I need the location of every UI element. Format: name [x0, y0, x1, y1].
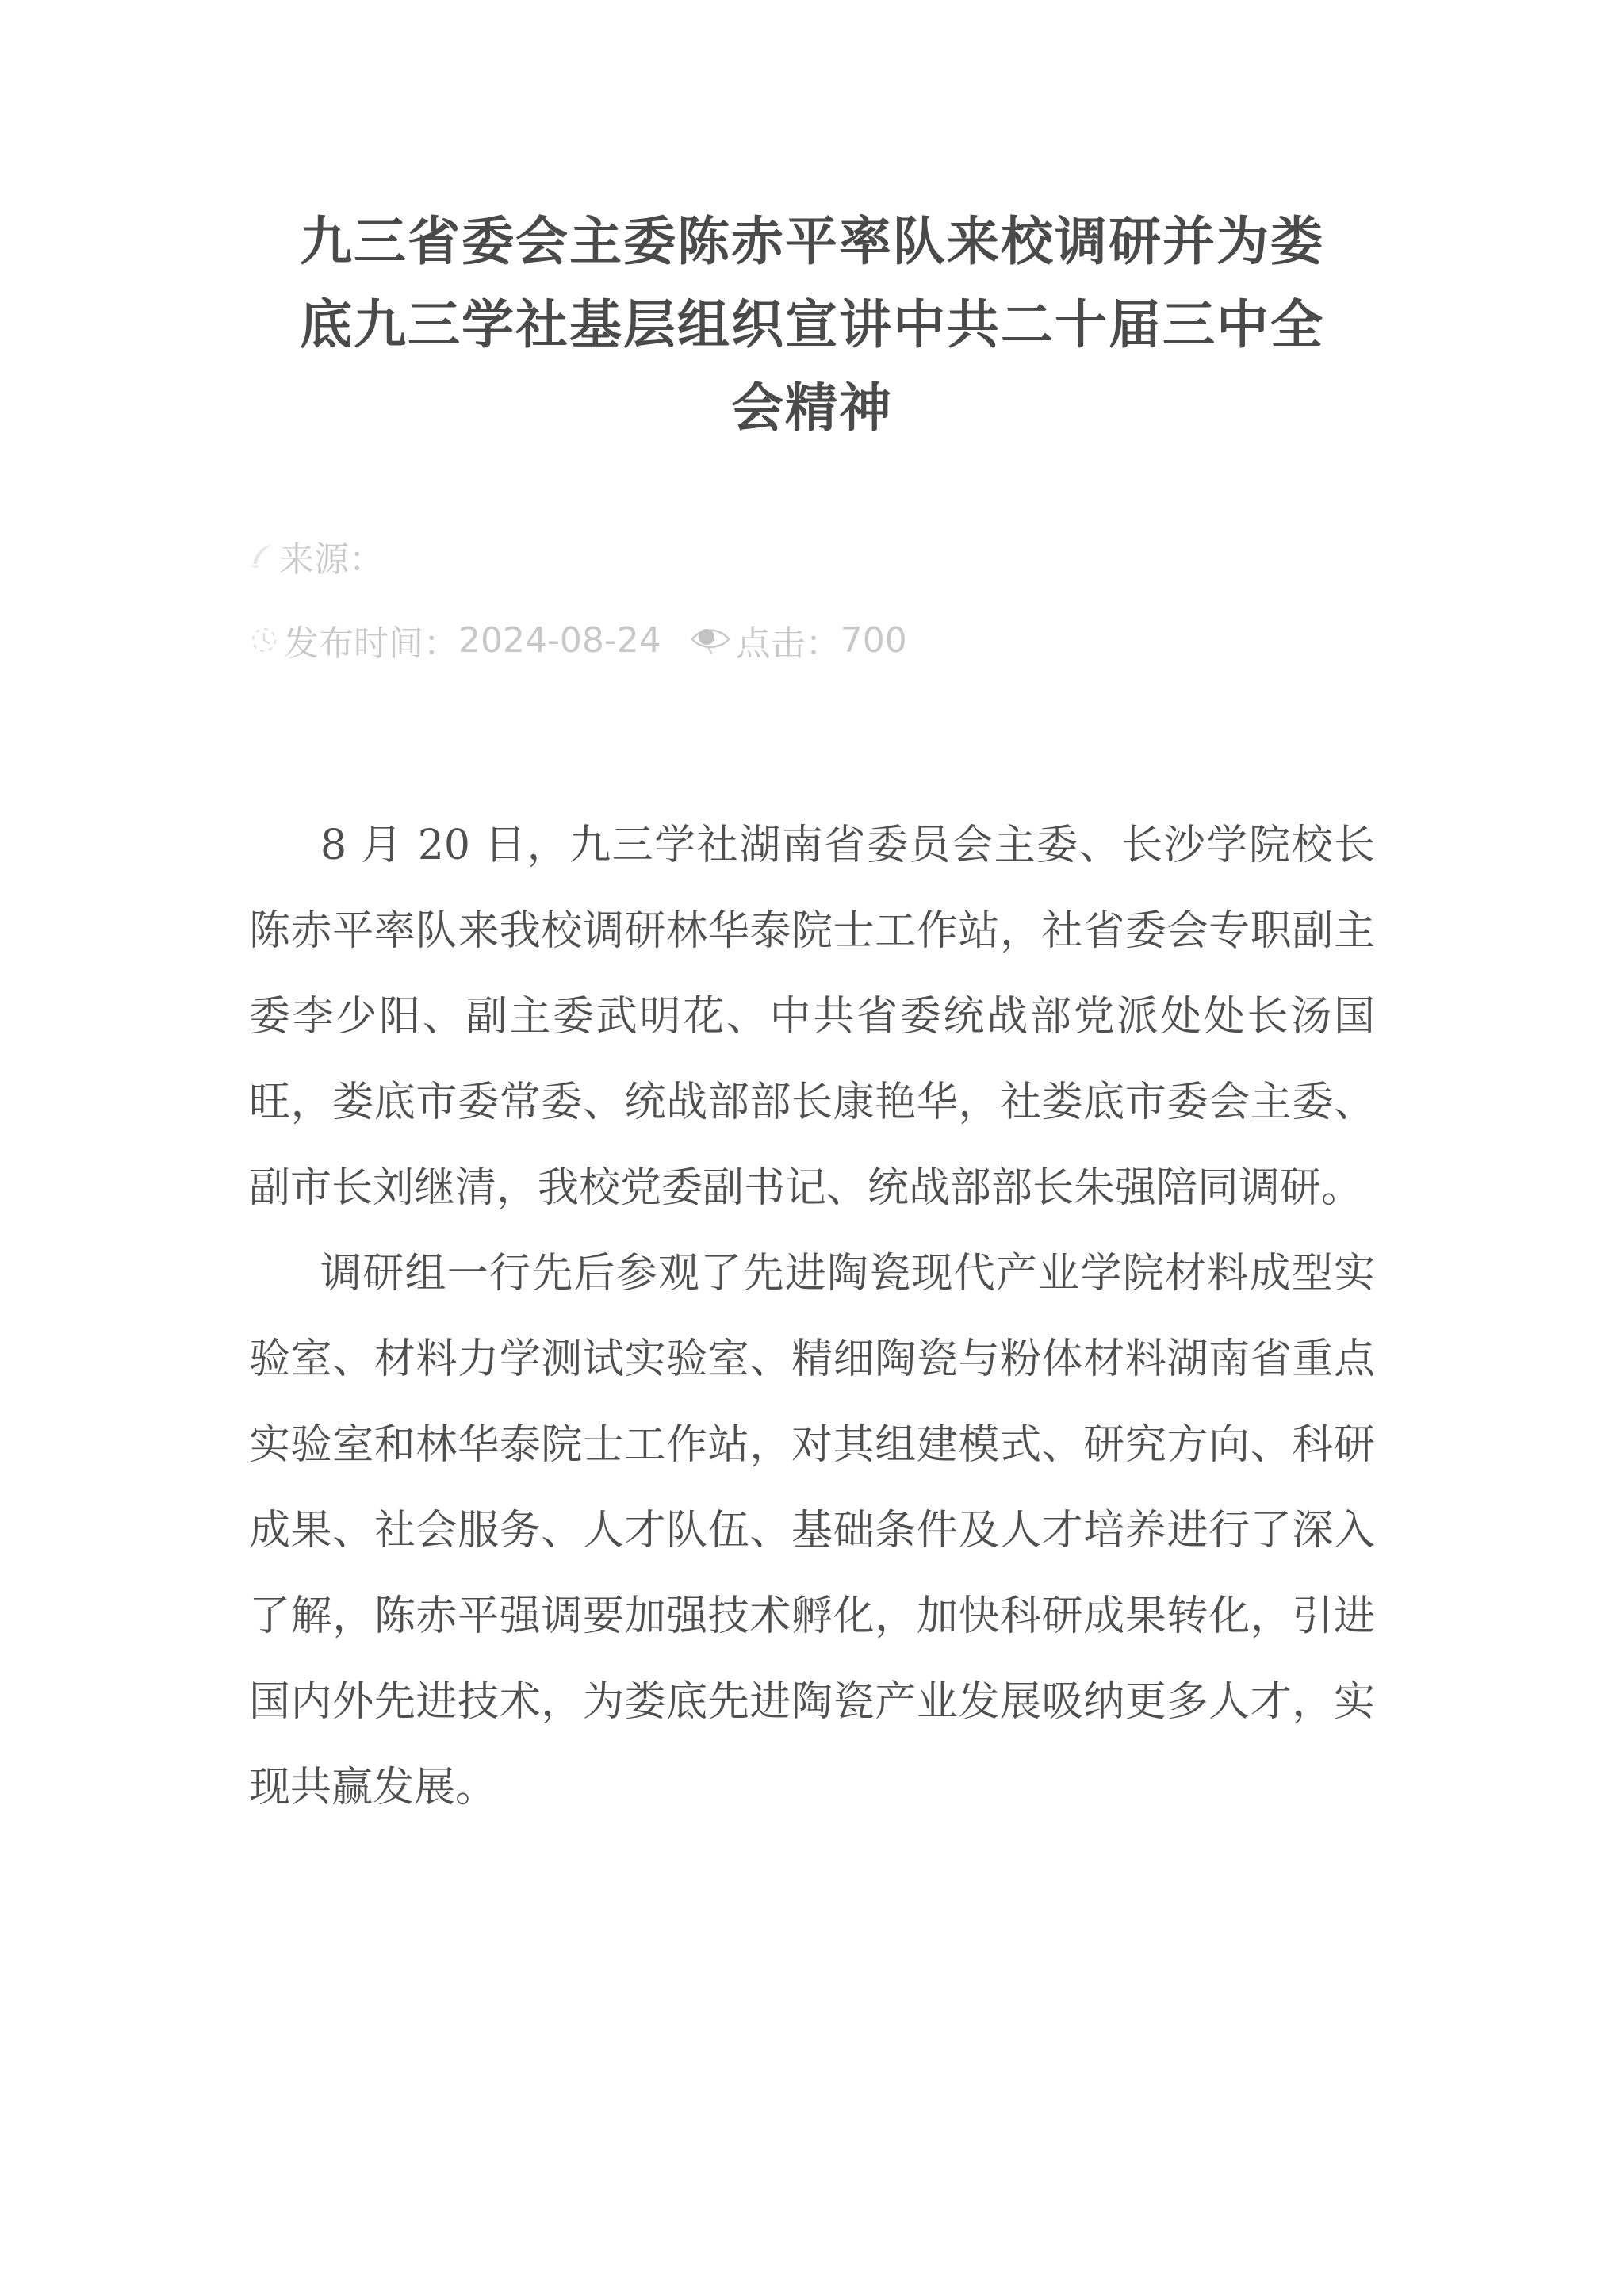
title-line-3: 会精神 — [731, 377, 893, 439]
meta-source-row — [249, 532, 1375, 580]
publish-time-value: 2024-08-24 — [458, 619, 661, 661]
eye-icon — [690, 624, 731, 656]
paragraph-2: 调研组一行先后参观了先进陶瓷现代产业学院材料成型实验室、材料力学测试实验室、精细陶瓷与粉体材料湖南省重点实验室和林华泰院士工作站，对其组建模式、研究方向、科研成果、社会服务、人才队伍、基础条件及人才培养进行了深入了解，陈赤平强调要加强技术孵化，加快科研成果转化，引进国内外先进技术，为娄底先进陶瓷产业发展吸纳更多人才，实现共赢发展。 — [249, 1250, 1375, 1811]
source-label: 来源： — [279, 539, 384, 580]
clicks-value: 700 — [840, 619, 907, 661]
article-meta — [249, 532, 1375, 664]
clock-icon — [249, 625, 279, 655]
pen-icon — [249, 542, 274, 569]
article-title — [249, 0, 1375, 450]
article-body — [249, 803, 1375, 1830]
meta-info-row — [249, 616, 1375, 664]
article-content — [249, 0, 1375, 1830]
publish-time-label: 发布时间： — [284, 623, 458, 664]
title-line-1: 九三省委会主委陈赤平率队来校调研并为娄 — [300, 210, 1324, 272]
paragraph-1: 8 月 20 日，九三学社湖南省委员会主委、长沙学院校长陈赤平率队来我校调研林华泰院士工作站，社省委会专职副主委李少阳、副主委武明花、中共省委统战部党派处处长汤国旺，娄底市委常委、统战部部长康艳华，社娄底市委会主委、副市长刘继清，我校党委副书记、统战部部长朱强陪同调研。 — [249, 822, 1375, 1212]
clicks-label: 点击： — [735, 623, 841, 664]
title-line-2: 底九三学社基层组织宣讲中共二十届三中全 — [300, 293, 1324, 355]
